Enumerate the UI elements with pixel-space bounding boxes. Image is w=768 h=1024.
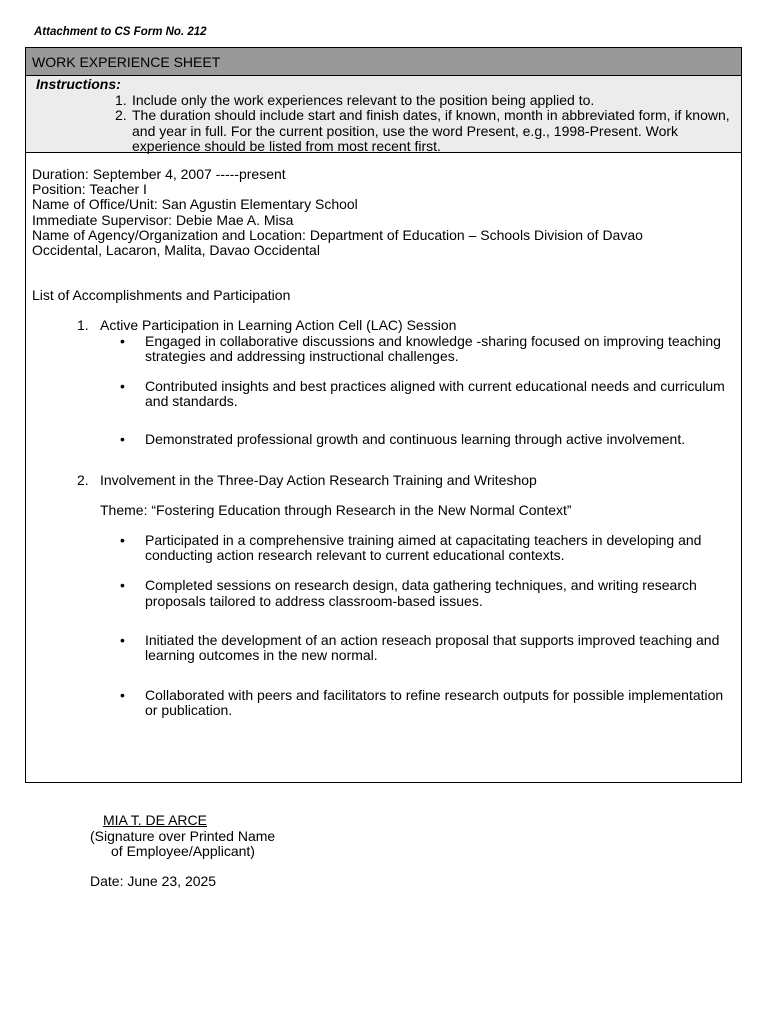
attachment-label: Attachment to CS Form No. 212 [34, 26, 207, 38]
bullet-item: • Demonstrated professional growth and continuous learning through active involvement. [120, 431, 686, 448]
theme-text: Theme: “Fostering Education through Research in the New Normal Context” [100, 501, 572, 518]
accomplishment-title: Active Participation in Learning Action Cell (LAC) Session [100, 317, 457, 334]
bullet-item: • Engaged in collaborative discussions and knowledge -sharing focused on improving teaching strategies and addressing instructional challenges. [120, 332, 721, 364]
sheet-body [26, 153, 741, 719]
accomplishments-heading: List of Accomplishments and Participation [32, 287, 291, 304]
bullet-item: • Initiated the development of an action reseach proposal that supports improved teaching and learning outcomes in the new normal. [120, 631, 720, 664]
signature-block [90, 813, 275, 889]
accomplishment-item: 2. Involvement in the Three-Day Action Research Training and Writeshop Theme: “Fostering Education through Research in the New Normal Context” • Participated in a comprehensive training aimed at capacitating teachers in developing and conducting action research relevant to current educational contexts. • Completed sessions on research design, data gathering techniques, and writing research proposals tailored to address classroom-based issues. • Initiated the development of an action reseach proposal that supports improved teaching and learning outcomes in the new normal. • Collaborated with peers and facilitators to refine research outputs for possible implementation or publication. [32, 473, 741, 719]
bullet-item: • Participated in a comprehensive training aimed at capacitating teachers in developing and conducting action research relevant to current educational contexts. [120, 532, 702, 564]
signature-date: Date: June 23, 2025 [90, 872, 217, 889]
signature-caption: (Signature over Printed Name [90, 827, 276, 844]
signatory-name: MIA T. DE ARCE [103, 812, 207, 828]
instruction-item: 1. Include only the work experiences relevant to the position being applied to. [115, 91, 595, 108]
accomplishments-list [32, 318, 741, 718]
bullet-item: • Contributed insights and best practices aligned with current educational needs and curriculum and standards. [120, 378, 725, 410]
agency-text: Name of Agency/Organization and Location: Department of Education – Schools Division of Davao Occidental, Lacaron, Malita, Davao Occidental [32, 226, 643, 259]
instructions-list [26, 93, 741, 155]
duration-text: Duration: September 4, 2007 -----present [32, 166, 286, 182]
instruction-item: 2. The duration should include start and finish dates, if known, month in abbreviated form, if known, and year in full. For the current position, use the word Present, e.g., 1998-Present. Work experience should be listed from most recent first. [115, 107, 730, 154]
office-text: Name of Office/Unit: San Agustin Elementary School [32, 196, 358, 213]
accomplishment-title: Involvement in the Three-Day Action Research Training and Writeshop [100, 471, 537, 488]
bullet-item: • Completed sessions on research design, data gathering techniques, and writing research proposals tailored to address classroom-based issues. [120, 577, 697, 609]
bullet-item: • Collaborated with peers and facilitators to refine research outputs for possible implementation or publication. [120, 687, 724, 719]
accomplishment-item: 1. Active Participation in Learning Action Cell (LAC) Session • Engaged in collaborative discussions and knowledge -sharing focused on improving teaching strategies and addressing instructional challenges. • Contributed insights and best practices aligned with current educational needs and curriculum and standards. • Demonstrated professional growth and continuous learning through active involvement. [32, 318, 741, 447]
bullet-list [100, 533, 741, 719]
bullet-list [100, 334, 741, 448]
work-experience-sheet [25, 47, 742, 783]
supervisor-text: Immediate Supervisor: Debie Mae A. Misa [32, 211, 294, 228]
position-text: Position: Teacher I [32, 181, 147, 198]
sheet-title: WORK EXPERIENCE SHEET [26, 48, 741, 76]
instructions-label: Instructions: [36, 76, 121, 92]
instructions-box [26, 76, 741, 153]
signature-caption: of Employee/Applicant) [111, 843, 255, 859]
